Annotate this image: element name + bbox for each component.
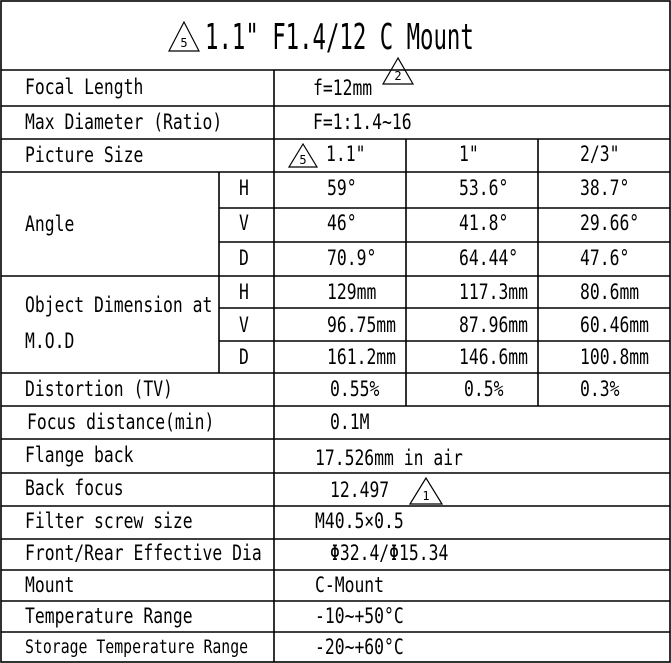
max-diameter-value: F=1:1.4~16 — [313, 110, 412, 134]
back-focus-value: 12.497 — [330, 478, 390, 502]
distortion-col3: 0.3% — [580, 377, 620, 401]
angle-v-axis: V — [239, 211, 249, 235]
angle-d-col1: 70.9° — [327, 246, 377, 270]
temperature-value: -10~+50°C — [315, 604, 404, 628]
angle-v-col3: 29.66° — [580, 211, 640, 235]
objdim-d-col3: 100.8mm — [580, 345, 650, 369]
objdim-d-col2: 146.6mm — [459, 345, 529, 369]
storage-temperature-label: Storage Temperature Range — [25, 636, 249, 658]
svg-text:5: 5 — [299, 153, 307, 167]
revision-mark-focal-icon — [383, 58, 413, 84]
back-focus-label: Back focus — [25, 476, 124, 500]
objdim-h-col1: 129mm — [327, 280, 377, 304]
filter-screw-label: Filter screw size — [25, 509, 193, 533]
svg-text:2: 2 — [394, 69, 402, 83]
focus-distance-value: 0.1M — [330, 410, 370, 434]
filter-screw-value: M40.5×0.5 — [315, 509, 404, 533]
mount-label: Mount — [25, 573, 75, 597]
storage-temperature-value: -20~+60°C — [315, 635, 404, 659]
picture-size-col3: 2/3" — [580, 142, 620, 166]
flange-back-label: Flange back — [25, 443, 134, 467]
objdim-v-col1: 96.75mm — [327, 313, 397, 337]
angle-label: Angle — [25, 212, 75, 236]
flange-back-value: 17.526mm in air — [315, 446, 463, 470]
distortion-col1: 0.55% — [330, 377, 380, 401]
angle-d-col3: 47.6° — [580, 246, 630, 270]
objdim-h-col2: 117.3mm — [459, 280, 529, 304]
angle-h-col3: 38.7° — [580, 176, 630, 200]
picture-size-label: Picture Size — [25, 143, 144, 167]
svg-text:1: 1 — [422, 489, 430, 503]
distortion-col2: 0.5% — [464, 377, 504, 401]
distortion-label: Distortion (TV) — [25, 377, 173, 401]
angle-v-col2: 41.8° — [459, 211, 509, 235]
objdim-v-col3: 60.46mm — [580, 313, 650, 337]
page-title: 1.1" F1.4/12 C Mount — [205, 17, 474, 58]
angle-d-col2: 64.44° — [459, 246, 519, 270]
angle-d-axis: D — [239, 246, 249, 270]
objdim-h-col3: 80.6mm — [580, 280, 640, 304]
revision-mark-back-focus-icon — [410, 478, 442, 504]
angle-v-col1: 46° — [327, 211, 357, 235]
angle-h-col2: 53.6° — [459, 176, 509, 200]
objdim-v-col2: 87.96mm — [459, 313, 529, 337]
picture-size-col1: 1.1" — [326, 142, 366, 166]
revision-mark-title-icon — [169, 22, 199, 51]
object-dimension-label-mod: M.O.D — [25, 329, 75, 353]
max-diameter-label: Max Diameter (Ratio) — [25, 110, 223, 134]
picture-size-col2: 1" — [459, 142, 479, 166]
svg-text:5: 5 — [180, 36, 188, 50]
objdim-h-axis: H — [239, 280, 249, 304]
focus-distance-label: Focus distance(min) — [27, 410, 215, 434]
effective-dia-value: Φ32.4/Φ15.34 — [330, 541, 449, 565]
angle-h-axis: H — [239, 176, 249, 200]
focal-length-label: Focal Length — [25, 75, 144, 99]
effective-dia-label: Front/Rear Effective Dia — [25, 541, 262, 565]
objdim-v-axis: V — [239, 313, 249, 337]
mount-value: C-Mount — [315, 573, 385, 597]
revision-mark-picture-size-icon — [289, 144, 317, 167]
objdim-d-axis: D — [239, 345, 249, 369]
temperature-label: Temperature Range — [25, 604, 193, 628]
objdim-d-col1: 161.2mm — [327, 345, 397, 369]
focal-length-value: f=12mm — [313, 76, 373, 100]
angle-h-col1: 59° — [327, 176, 357, 200]
object-dimension-label: Object Dimension at — [25, 293, 213, 317]
